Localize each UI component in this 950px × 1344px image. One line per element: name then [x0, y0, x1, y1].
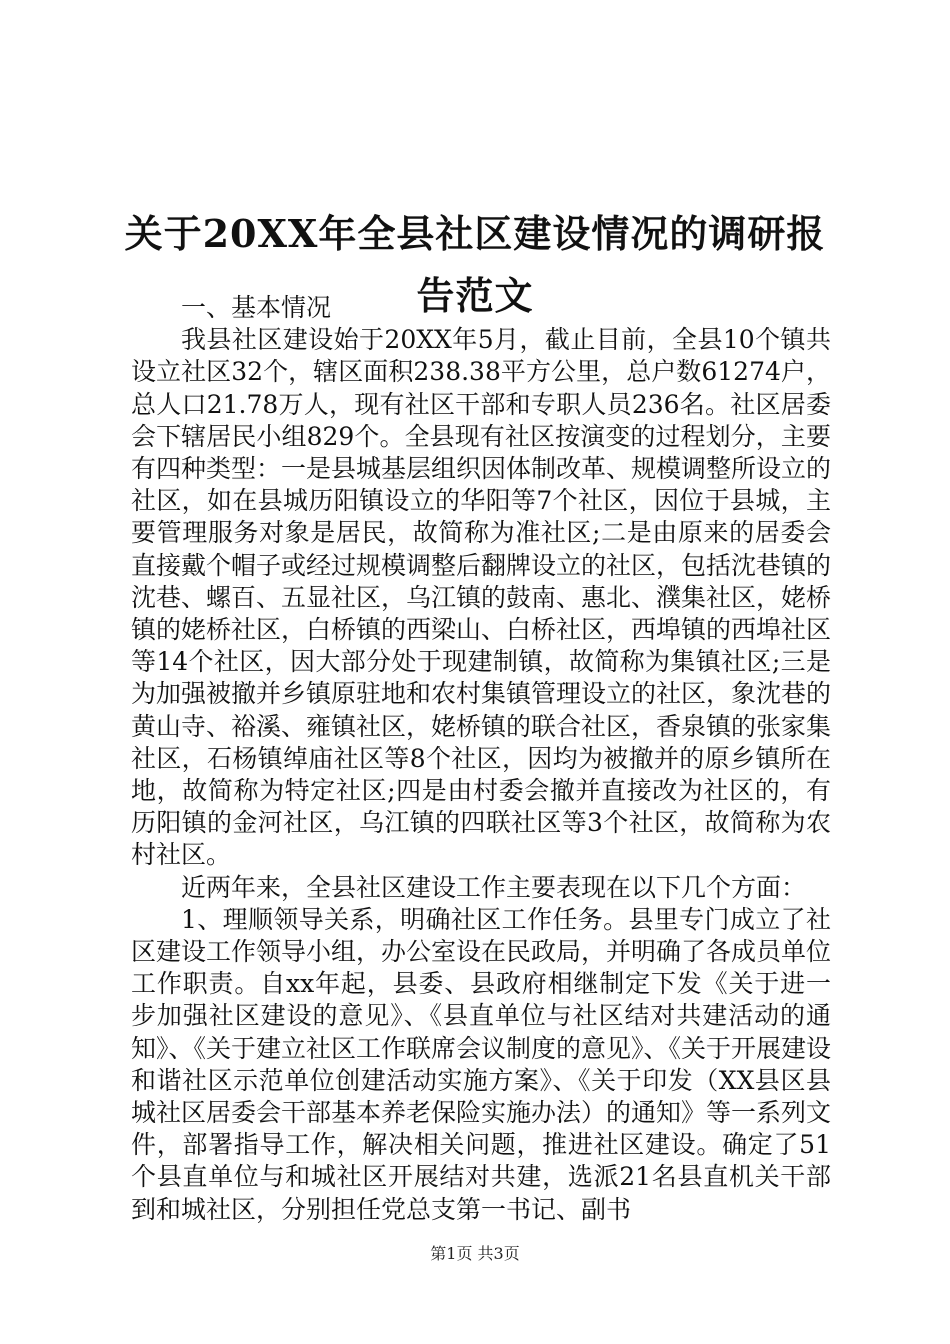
- document-title: 关于20XX年全县社区建设情况的调研报告范文: [124, 211, 826, 319]
- paragraph-recent-years: 近两年来，全县社区建设工作主要表现在以下几个方面：: [181, 872, 807, 902]
- section-heading: 一、基本情况: [181, 293, 332, 322]
- paragraph-basic-situation: 我县社区建设始于20XX年5月，截止目前，全县10个镇共设立社区32个，辖区面积238.38平方公里，总户数61274户，总人口21.78万人，现有社区干部和专职人员236名。社区居委会下辖居民小组829个。全县现有社区按演变的过程划分，主要有四种类型：一是县城基层组织因体制改革、规模调整所设立的社区，如在县城历阳镇设立的华阳等7个社区，因位于县城，主要管理服务对象是居民，故简称为准社区;二是由原来的居委会直接戴个帽子或经过规模调整后翻牌设立的社区，包括沈巷镇的沈巷、螺百、五显社区，乌江镇的鼓南、惠北、濮集社区，姥桥镇的姥桥社区，白桥镇的西梁山、白桥社区，西埠镇的西埠社区等14个社区，因大部分处于现建制镇，故简称为集镇社区;三是为加强被撤并乡镇原驻地和农村集镇管理设立的社区，象沈巷的黄山寺、裕溪、雍镇社区，姥桥镇的联合社区，香泉镇的张家集社区，石杨镇绰庙社区等8个社区，因均为被撤并的原乡镇所在地，故简称为特定社区;四是由村委会撤并直接改为社区的，有历阳镇的金河社区，乌江镇的四联社区等3个社区，故简称为农村社区。: [131, 325, 832, 870]
- page-number-footer: 第1页 共3页: [430, 1244, 520, 1263]
- document-body: [131, 292, 831, 1226]
- paragraph-leadership: 1、理顺领导关系，明确社区工作任务。县里专门成立了社区建设工作领导小组，办公室设在民政局，并明确了各成员单位工作职责。自xx年起，县委、县政府相继制定下发《关于进一步加强社区建设的意见》、《县直单位与社区结对共建活动的通知》、《关于建立社区工作联席会议制度的意见》、《关于开展建设和谐社区示范单位创建活动实施方案》、《关于印发（XX县区县城社区居委会干部基本养老保险实施办法）的通知》等一系列文件，部署指导工作，解决相关问题，推进社区建设。确定了51个县直单位与和城社区开展结对共建，选派21名县直机关干部到和城社区，分别担任党总支第一书记、副书: [131, 904, 832, 1224]
